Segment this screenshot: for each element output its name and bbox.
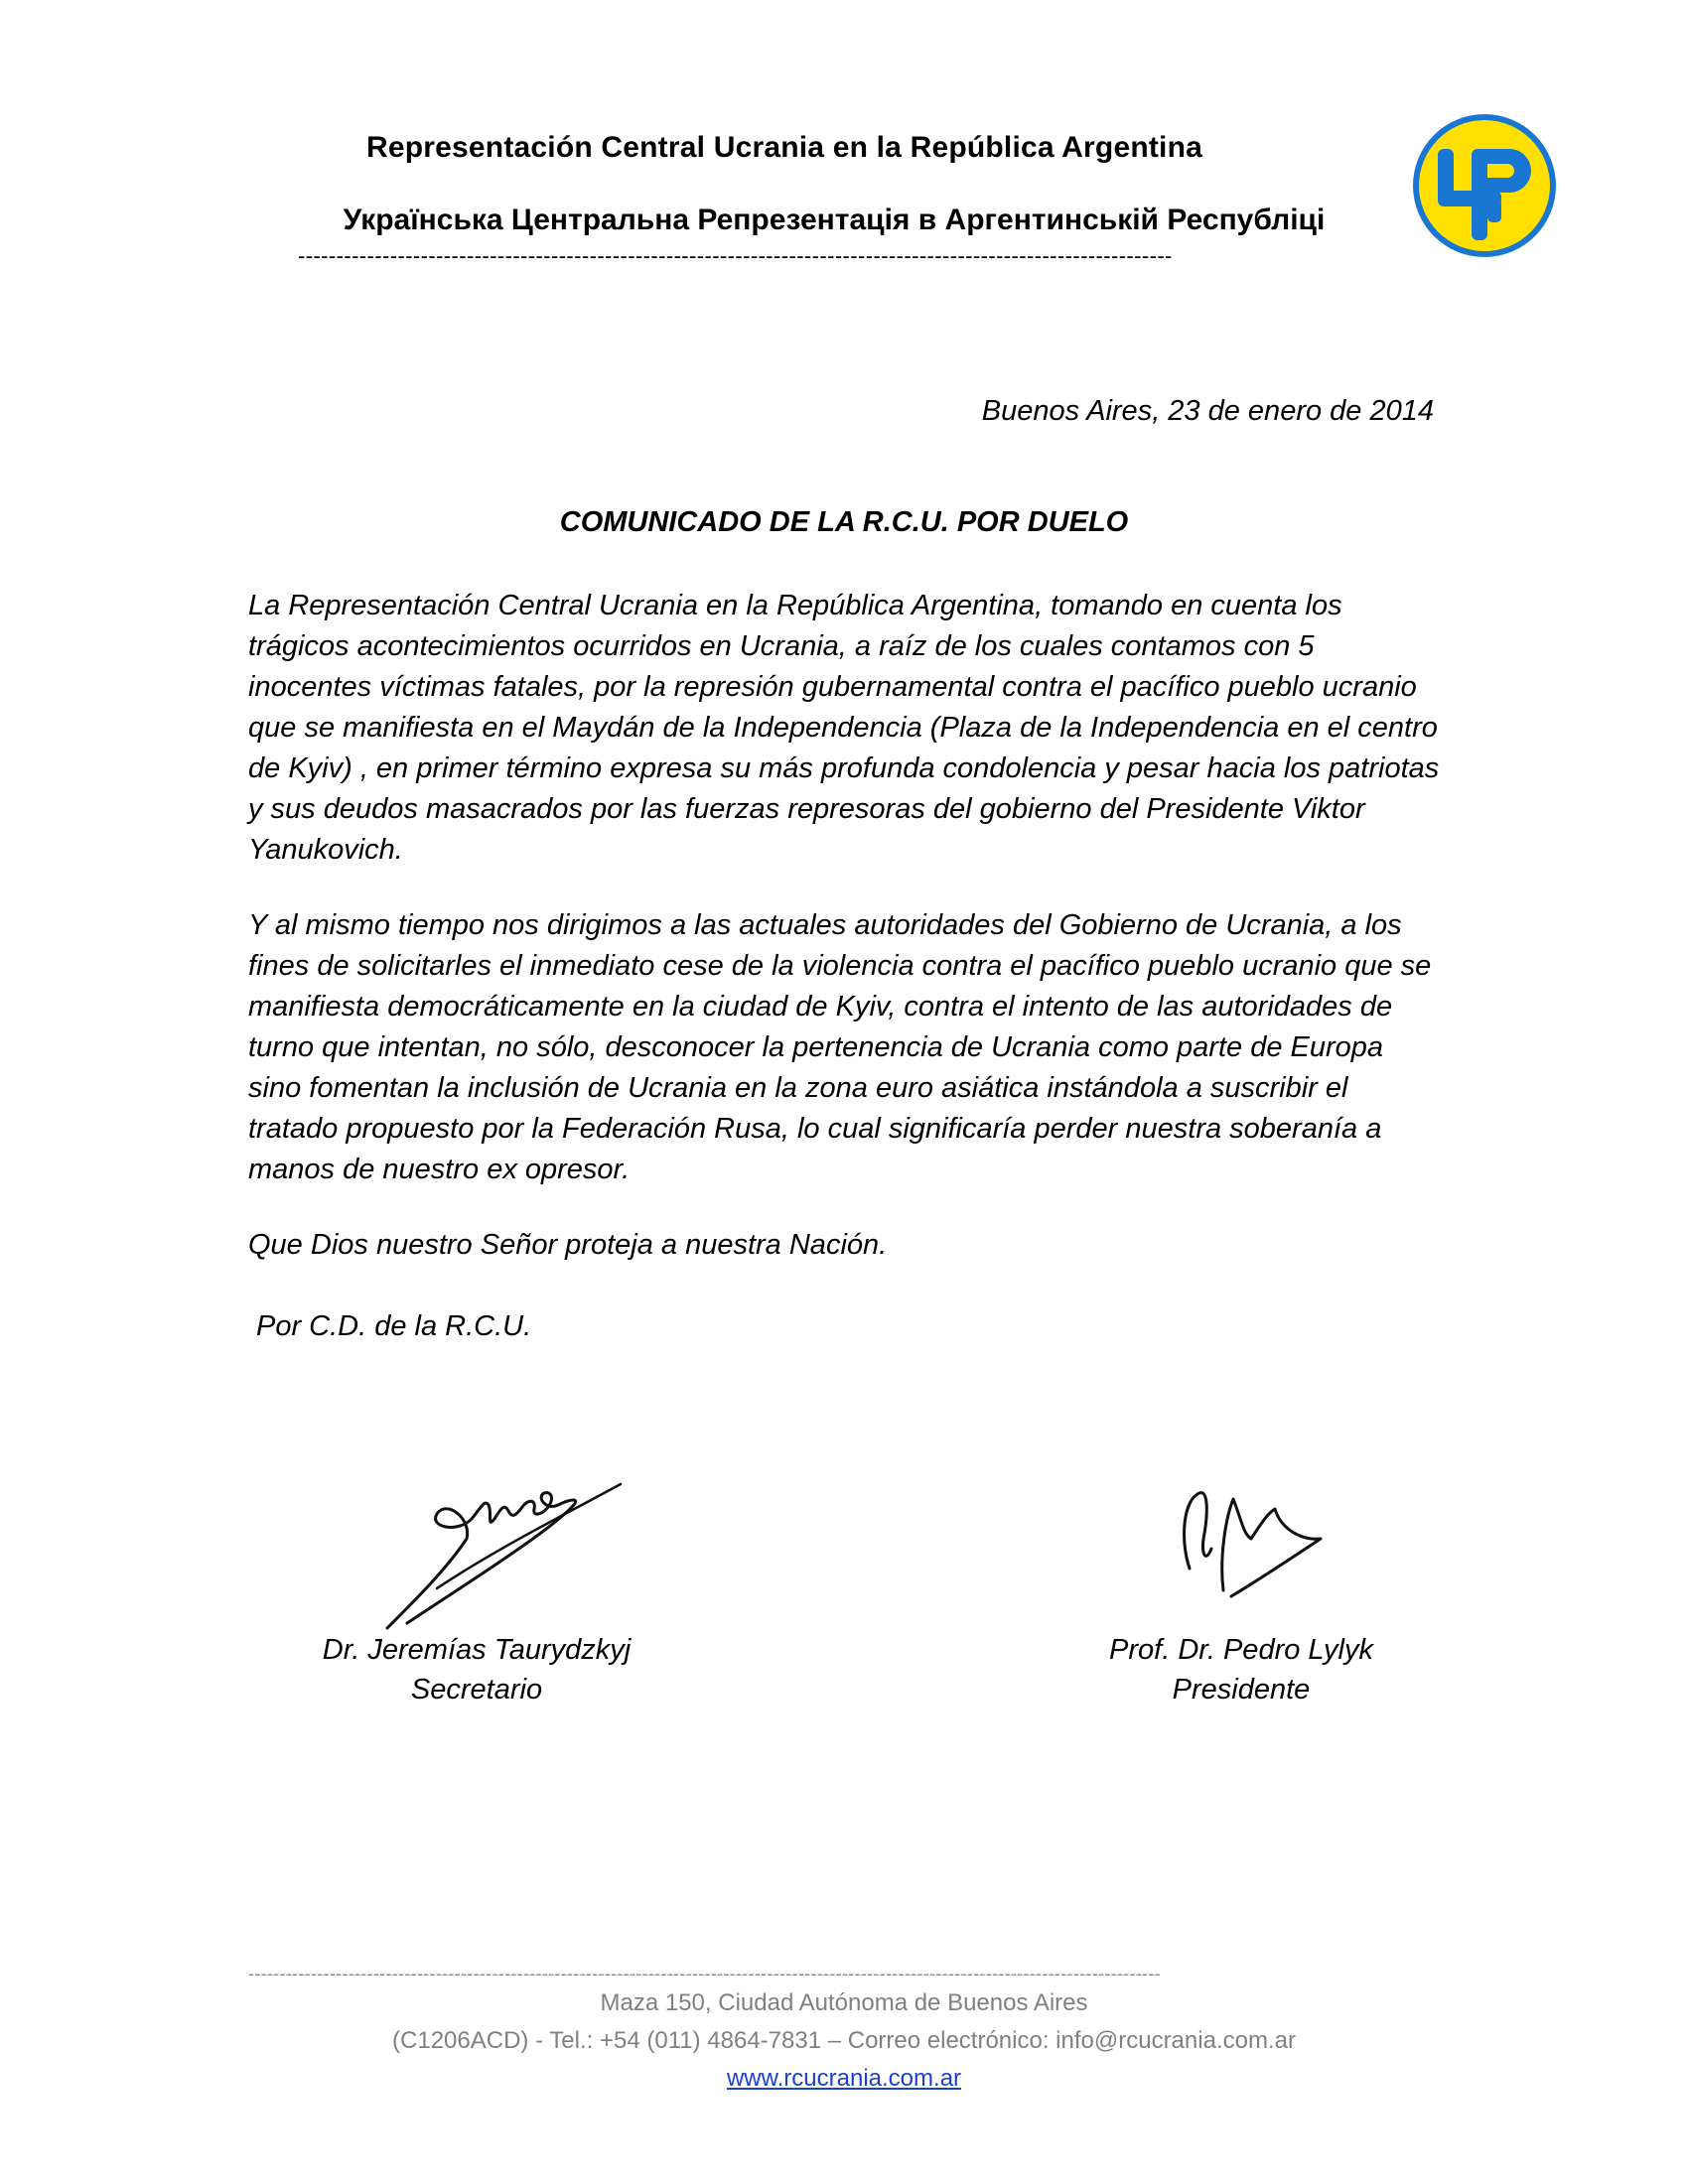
paragraph-text: La Representación Central Ucrania en la República Argentina, tomando en cuenta los trágicos acontecimientos ocurridos en Ucrania, a raíz de los cuales contamos con 5 inocentes víctimas fatales, por la represión gubernamental contra el pacífico pueblo ucranio que se manifiesta en el Maydán de la Independencia (Plaza de la Independencia en el centro de Kyiv) , en primer término expresa su más profunda condolencia y pesar hacia los patriotas y sus deudos masacrados por las fuerzas represoras del gobierno del Presidente Viktor Yanukovich. [248,590,1440,866]
signer-name: Prof. Dr. Pedro Lylyk [1109,1634,1373,1666]
letter-paragraph [248,905,1440,1190]
on-behalf-line: Por C.D. de la R.C.U. [256,1310,532,1342]
signer-name: Dr. Jeremías Taurydzkyj [322,1634,632,1666]
signer-role: Secretario [410,1674,543,1706]
ucr-logo-icon [1410,111,1559,260]
footer-address: Maza 150, Ciudad Autónoma de Buenos Aires [600,1989,1088,2016]
paragraph-text: Y al mismo tiempo nos dirigimos a las actuales autoridades del Gobierno de Ucrania, a los fines de solicitarles el inmediato cese de la violencia contra el pacífico pueblo ucranio que se manifiesta democráticamente en la ciudad de Kyiv, contra el intento de las autoridades de turno que intentan, no sólo, desconocer la pertenencia de Ucrania como parte de Europa sino fomentan la inclusión de Ucrania en la zona euro asiática instándola a suscribir el tratado propuesto por la Federación Rusa, lo cual significaría perder nuestra soberanía a manos de nuestro ex opresor. [248,909,1432,1185]
signature-secretary [377,1459,635,1638]
footer-contact: (C1206ACD) - Tel.: +54 (011) 4864-7831 – Correo electrónico: info@rcucrania.com.ar [392,2027,1296,2054]
website-link[interactable]: www.rcucrania.com.ar [726,2065,962,2092]
footer-divider: -------------------------------------------------------------------------------------------------------------------------------------------------- [248,1964,1161,1983]
header-divider: ------------------------------------------------------------------------------------------------------------------ [298,243,1173,268]
letter-paragraph [256,1306,1448,1347]
communique-heading: COMUNICADO DE LA R.C.U. POR DUELO [559,506,1129,538]
closing-blessing: Que Dios nuestro Señor proteja a nuestra Nación. [248,1229,888,1261]
letter-paragraph [248,586,1440,871]
org-name-ukrainian: Українська Центральна Репрезентація в Аргентинській Республіці [343,204,1326,236]
signer-role: Presidente [1172,1674,1311,1706]
letter-paragraph [248,1225,1440,1266]
letter-date: Buenos Aires, 23 de enero de 2014 [981,395,1434,427]
signer-secretary [298,1630,655,1709]
org-name-spanish: Representación Central Ucrania en la República Argentina [366,131,1202,164]
signature-president [1172,1479,1340,1608]
signer-president [1072,1630,1410,1709]
